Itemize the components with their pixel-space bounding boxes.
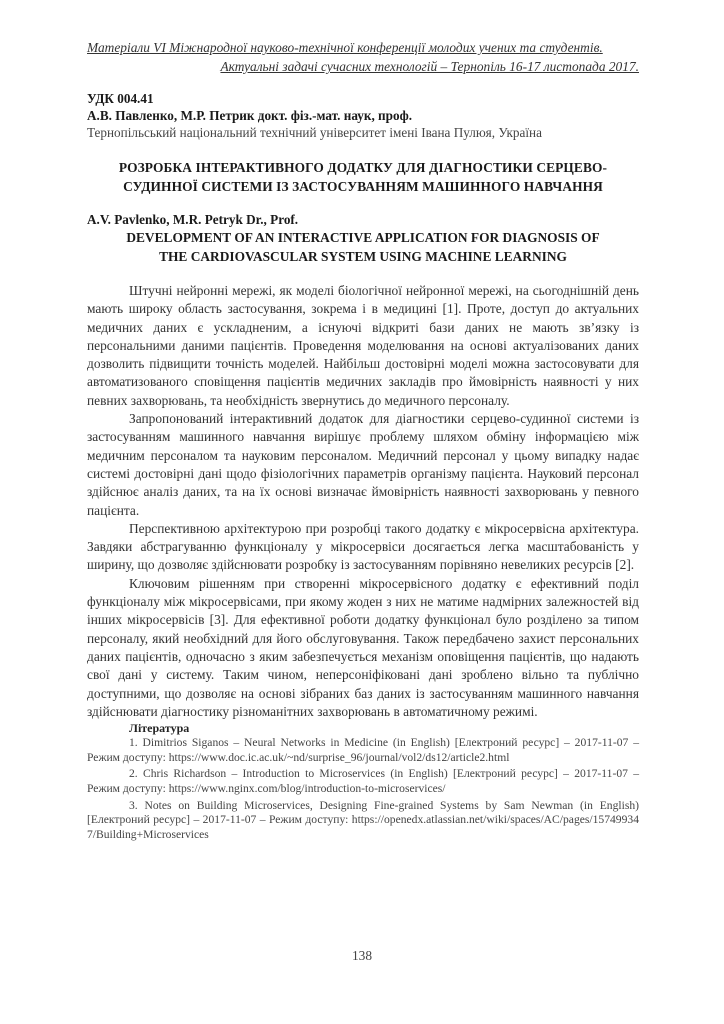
paper-page: [87, 38, 639, 844]
title-en-line2: THE CARDIOVASCULAR SYSTEM USING MACHINE LEARNING: [159, 249, 567, 264]
references-title: Література: [129, 721, 190, 736]
reference-url[interactable]: https://www.nginx.com/blog/introduction-to-microservices/: [168, 781, 446, 795]
reference-item: [87, 736, 639, 765]
authors-en: A.V. Pavlenko, M.R. Petryk Dr., Prof.: [87, 212, 299, 227]
paragraph: Ключовим рішенням при створенні мікросервісного додатку є ефективний поділ функціоналу між мікросервісами, при якому жоден з них не матиме надмірних залежностей від інших мікросервісів [3]. Для ефективної роботи додатку функціонал було розділено за типом персоналу, який необхідний для його обслуговування. Також передбачено захист персональних даних пацієнтів, одночасно з яким забезпечується механізм оповіщення пацієнтів, що надають свої дані у систему. Таким чином, неперсоніфіковані дані зроблено вільно та публічно доступними, що дозволяє на основі зібраних баз даних із застосуванням машинного навчання здійснювати діагностику різноманітних захворювань в автоматичному режимі.: [87, 575, 639, 719]
running-header-line2: Актуальні задачі сучасних технологій – Тернопіль 16-17 листопада 2017.: [220, 59, 639, 74]
reference-text: 3. Notes on Building Microservices, Designing Fine-grained Systems by Sam Newman (in English) [Електроний ресурс] – 2017-11-07 – Режим доступу:: [87, 798, 639, 827]
affiliation: Тернопільський національний технічний університет імені Івана Пулюя, Україна: [87, 125, 542, 140]
title-en-line1: DEVELOPMENT OF AN INTERACTIVE APPLICATION FOR DIAGNOSIS OF: [126, 230, 600, 245]
paragraph: Перспективною архітектурою при розробці такого додатку є мікросервісна архітектура. Завдяки абстрагуванню функціоналу у мікросервіси досягається легка масштабованість у ширину, що дозволяє здійснювати розробку із застосуванням порівняно невеликих ресурсів [2].: [87, 520, 639, 573]
title-ua-line1: РОЗРОБКА ІНТЕРАКТИВНОГО ДОДАТКУ ДЛЯ ДІАГНОСТИКИ СЕРЦЕВО-: [118, 160, 608, 175]
article-body: [87, 282, 639, 721]
reference-item: [87, 767, 639, 796]
reference-text: 2. Chris Richardson – Introduction to Microservices (in English) [Електроний ресурс] – 2017-11-07 – Режим доступу:: [87, 767, 639, 795]
page-number: 138: [351, 948, 373, 963]
reference-item: [87, 799, 639, 843]
authors-ua: А.В. Павленко, М.Р. Петрик докт. фіз.-мат. наук, проф.: [87, 108, 412, 123]
reference-url[interactable]: https://openedx.atlassian.net/wiki/spaces/AC/pages/157499347/Building+Microservices: [87, 813, 639, 841]
references-list: [87, 736, 639, 842]
title-ua-line2: СУДИННОЇ СИСТЕМИ ІЗ ЗАСТОСУВАННЯМ МАШИННОГО НАВЧАННЯ: [123, 179, 603, 194]
title-en: [87, 228, 639, 266]
title-ua: [87, 158, 639, 196]
reference-url[interactable]: https://www.doc.ic.ac.uk/~nd/surprise_96/journal/vol2/ds12/article2.html: [168, 750, 510, 764]
udk-code: УДК 004.41: [87, 91, 154, 106]
paragraph: Запропонований інтерактивний додаток для діагностики серцево-судинної системи із застосуванням машинного навчання вирішує проблему шляхом обміну інформацією між медичним персоналом та науковим персоналом. Медичний персонал у цьому випадку надає системі достовірні дані щодо фізіологічних параметрів організму пацієнта. Науковий персонал здійснює аналіз даних, та на їх основі визначає ймовірність наявності захворювань у певного пацієнта.: [87, 411, 639, 518]
reference-text: 1. Dimitrios Siganos – Neural Networks in Medicine (in English) [Електроний ресурс] – 2017-11-07 – Режим доступу:: [87, 736, 639, 764]
running-header-line1: Матеріали VI Міжнародної науково-технічної конференції молодих учених та студентів.: [87, 40, 603, 55]
paragraph: Штучні нейронні мережі, як моделі біологічної нейронної мережі, на сьогоднішній день мають широку область застосування, зокрема і в медицині [1]. Проте, доступ до актуальних медичних даних є ускладненим, а існуючі відкриті бази даних не мають зв’язку із персональними даними пацієнтів. Проведення моделювання на основі актуалізованих даних дозволить підвищити точність моделей. Найбільш достовірні моделі можна застосовувати для автоматизованого сповіщення пацієнтів медичних закладів про ймовірність наявності у них певних захворювань, та необхідність звернутись до медичного персоналу.: [87, 283, 639, 408]
